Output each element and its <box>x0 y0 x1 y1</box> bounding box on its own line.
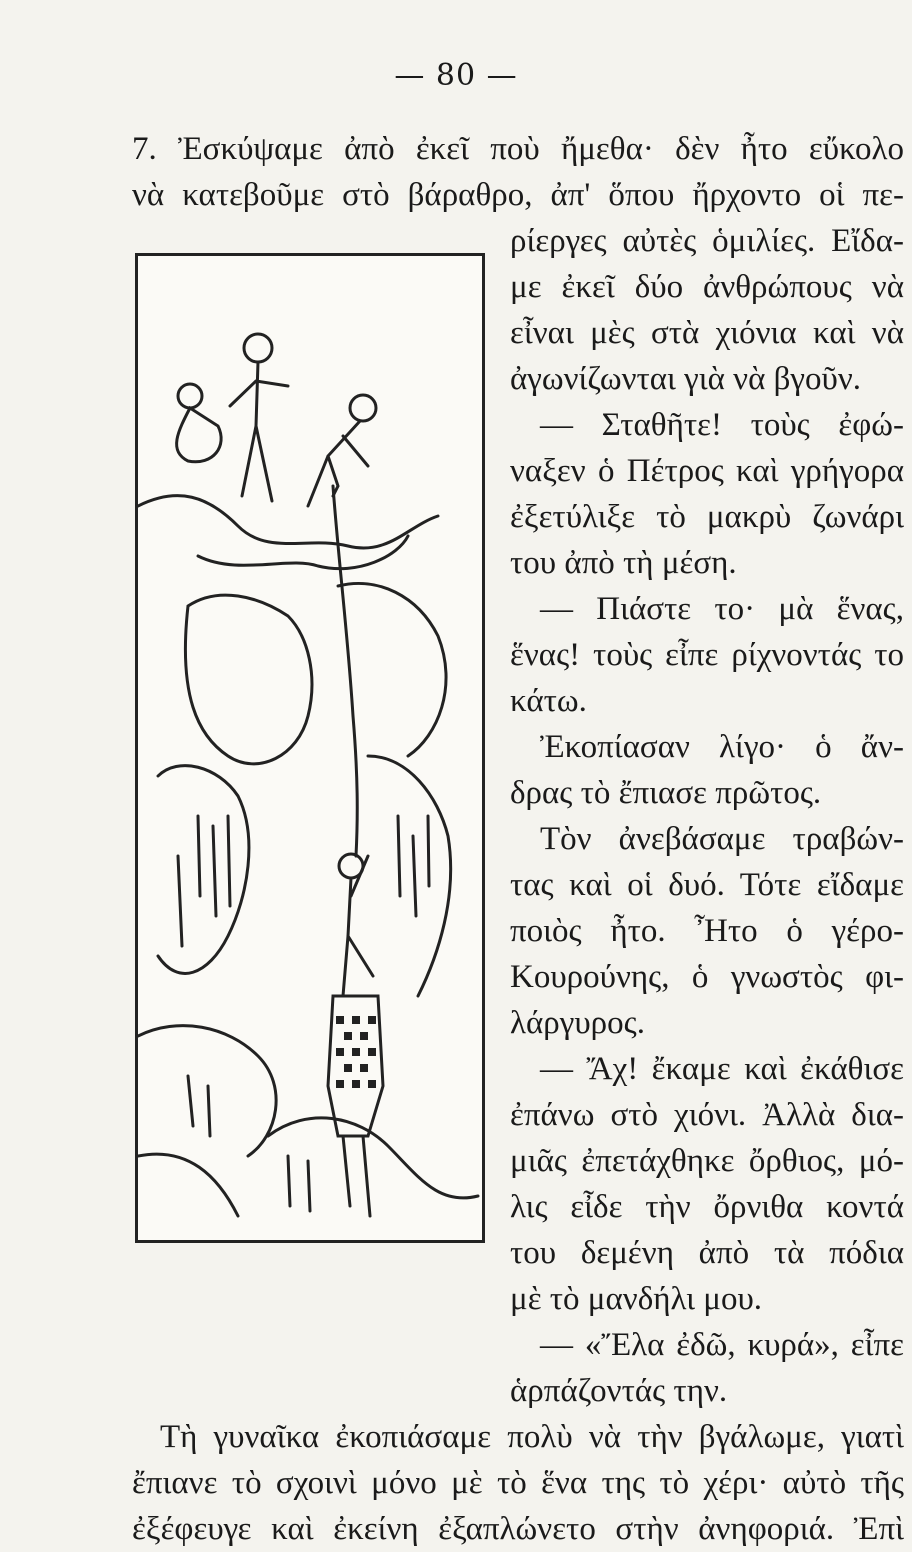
text-line: ἕνας! τοὺς εἶπε ρίχνοντάς το <box>510 637 904 673</box>
text-line: Κουρούνης, ὁ γνωστὸς φι- <box>510 959 904 995</box>
text-line: — Πιάστε το· μὰ ἕνας, <box>540 591 904 627</box>
rescue-drawing <box>138 256 482 1240</box>
text-line: — Σταθῆτε! τοὺς ἐφώ- <box>540 407 904 443</box>
text-line: λις εἶδε τὴν ὄρνιθα κοντά <box>510 1189 904 1225</box>
text-line: δρας τὸ ἔπιασε πρῶτος. <box>510 775 822 811</box>
text-line: 7. Ἐσκύψαμε ἀπὸ ἐκεῖ ποὺ ἤμεθα· δὲν ἦτο εὔκολο <box>132 131 904 167</box>
text-line: κάτω. <box>510 683 587 719</box>
text-line: του ἀπὸ τὴ μέση. <box>510 545 737 581</box>
text-line: νὰ κατεβοῦμε στὸ βάραθρο, ἀπ' ὅπου ἤρχοντο οἱ πε- <box>132 177 904 213</box>
text-line: λάργυρος. <box>510 1005 645 1041</box>
text-line: — «Ἔλα ἐδῶ, κυρά», εἶπε <box>540 1327 904 1363</box>
text-line: ἐξετύλιξε τὸ μακρὺ ζωνάρι <box>510 499 904 535</box>
text-line: ἁρπάζοντάς την. <box>510 1373 728 1409</box>
text-line: Τὸν ἀνεβάσαμε τραβών- <box>540 821 904 857</box>
text-line: μιᾶς ἐπετάχθηκε ὄρθιος, μό- <box>510 1143 904 1179</box>
text-line: ρίεργες αὐτὲς ὁμιλίες. Εἴδα- <box>510 223 904 259</box>
text-line: Ἐκοπίασαν λίγο· ὁ ἄν- <box>540 729 904 765</box>
text-line: Τὴ γυναῖκα ἐκοπιάσαμε πολὺ νὰ τὴν βγάλωμε, γιατὶ <box>160 1419 904 1455</box>
text-line: μὲ τὸ μανδήλι μου. <box>510 1281 763 1317</box>
text-line: ναξεν ὁ Πέτρος καὶ γρήγορα <box>510 453 904 489</box>
text-line: ἔπιανε τὸ σχοινὶ μόνο μὲ τὸ ἕνα της τὸ χέρι· αὐτὸ τῆς <box>132 1465 904 1501</box>
text-line: του δεμένη ἀπὸ τὰ πόδια <box>510 1235 904 1271</box>
text-line: ἐξέφευγε καὶ ἐκείνη ἐξαπλώνετο στὴν ἀνηφοριά. Ἐπὶ <box>132 1511 904 1547</box>
text-line: εἶναι μὲς στὰ χιόνια καὶ νὰ <box>510 315 904 351</box>
illustration-mountain-rescue <box>135 253 485 1243</box>
text-line: ἐπάνω στὸ χιόνι. Ἀλλὰ δια- <box>510 1097 904 1133</box>
page-number: — 80 — <box>394 58 518 93</box>
text-line: — Ἄχ! ἔκαμε καὶ ἐκάθισε <box>540 1051 904 1087</box>
text-line: ποιὸς ἦτο. Ἦτο ὁ γέρο- <box>510 913 904 949</box>
text-line: με ἐκεῖ δύο ἀνθρώπους νὰ <box>510 269 904 305</box>
text-line: ἀγωνίζωνται γιὰ νὰ βγοῦν. <box>510 361 862 397</box>
text-line: τας καὶ οἱ δυό. Τότε εἴδαμε <box>510 867 904 903</box>
